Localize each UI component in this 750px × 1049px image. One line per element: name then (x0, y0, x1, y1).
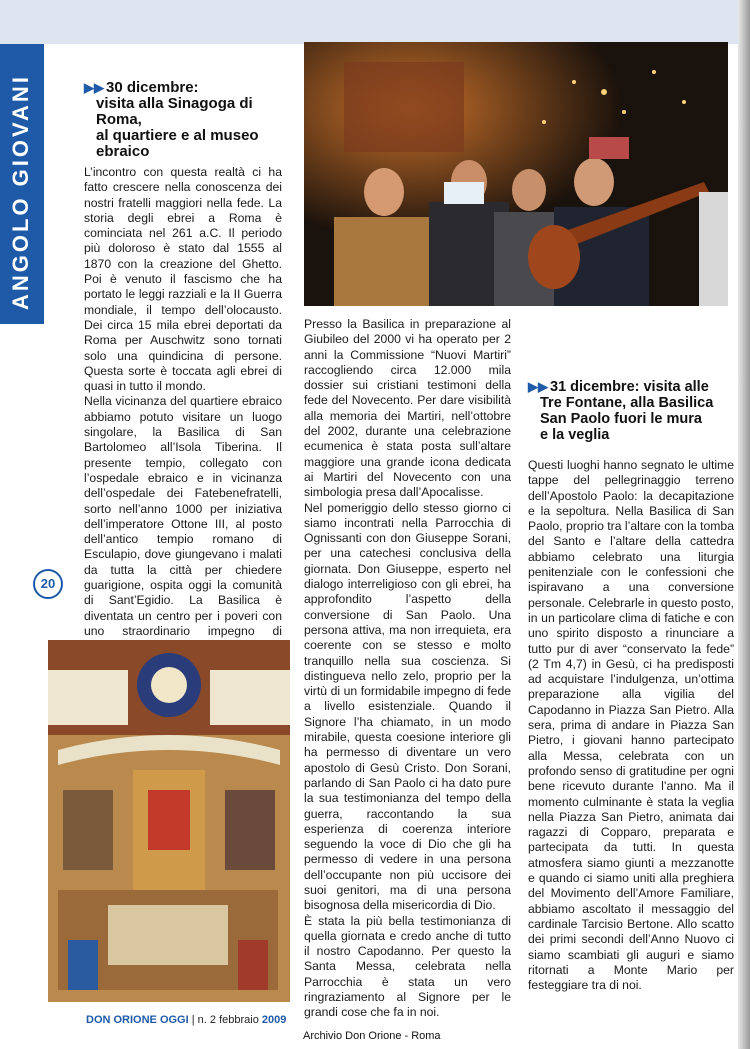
paragraph: Presso la Basilica in preparazione al Giubileo del 2000 vi ha operato per 2 anni la Commissione “Nuovi Martiri” raccogliendo circa 12.000 mila dossier sui cristiani testimoni della fede del Novecento. Per dare visibilità alla memoria dei Martiri, nell’ottobre del 2002, durante una celebrazione ecumenica è stata posta sull’altare maggiore una grande icona dedicata ai Martiri del Novecento con una simbologia presa dall’Apocalisse. (304, 317, 511, 500)
magazine-name: DON ORIONE OGGI (86, 1014, 189, 1026)
paragraph: Nella vicinanza del quartiere ebraico abbiamo potuto visitare un luogo singolare, la Basilica di San Bartolomeo all’Isola Tiberina. Il presente tempio, collegato con l’ospedale ebraico e in vicinanza dell’ospedale dei Fatebenefratelli, sorto nell’anno 1000 per iniziativa dell’imperatore Ottone III, al posto dell’antico tempio romano di Esculapio, dove giungevano i malati da tutta la città per chiedere guarigione, ospita oggi la comunità di Sant’Egidio. La Basilica è diventata un centro per i poveri con uno straordinario impegno di (84, 394, 282, 638)
paragraph: Nel pomeriggio dello stesso giorno ci siamo incontrati nella Parrocchia di Ognissanti con don Giuseppe Sorani, per una catechesi conclusiva della giornata. Don Giuseppe, esperto nel dialogo interreligioso con gli ebrei, ha approfondito l’aspetto della conversione di San Paolo. Una persona attiva, ma non irrequieta, era coerente con se stesso e molto tranquillo nella sua coscienza. Si distingueva nello zelo, proprio per la virtù di un formidabile impegno di fede a livello esistenziale. Quando il Signore l’ha chiamato, in un modo mirabile, questa coesione interiore gli ha permesso di diventare un vero apostolo di Gesù Cristo. Don Sorani, parlando di San Paolo ci ha dato pure la sua testimonianza del tempo della guerra, raccontando la sua esperienza di coerenza interiore seguendo la voce di Dio che gli ha permesso di vedere in una persona dell’occupante non più uccisore dei suoi genitori, ma di una persona bisognosa della misericordia di Dio. (304, 500, 511, 913)
arrow-icon: ▶▶ (528, 379, 548, 394)
archive-credit: Archivio Don Orione - Roma (303, 1030, 441, 1042)
issue-year: 2009 (261, 1014, 287, 1026)
paragraph: L’incontro con questa realtà ci ha fatto crescere nella conoscenza dei nostri fratelli maggiori nella fede. La storia degli ebrei a Roma è cominciata nel 261 a.C. Il periodo più doloroso è stato dal 1555 al 1870 con la creazione del Ghetto. Poi è venuto il fascismo che ha portato le leggi razziali e la II Guerra mondiale, il tempo dell’olocausto. Dei circa 15 mila ebrei deportati da Roma per Auschwitz sono tornati solo una quindicina di persone. Questa sorte è toccata agli ebrei di quasi in tutto il mondo. (84, 165, 282, 394)
column-3 (528, 458, 734, 993)
top-strip (0, 0, 750, 44)
photo-illustration (304, 42, 728, 306)
painting-illustration (48, 640, 290, 1002)
column-2 (304, 317, 511, 1021)
heading-line: San Paolo fuori le mura (540, 411, 702, 427)
article1-heading (84, 80, 294, 160)
heading-line: e la veglia (540, 427, 610, 443)
footer-brand: DON ORIONE OGGI | n. 2 febbraio 2009 (86, 1014, 287, 1026)
section-label: ANGOLO GIOVANI (8, 74, 33, 310)
issue-label: n. 2 febbraio (197, 1014, 262, 1026)
carol-singers-photo (304, 42, 728, 306)
heading-line: ebraico (96, 143, 150, 160)
heading-line: al quartiere e al museo (96, 127, 259, 144)
icon-painting (48, 640, 290, 1002)
heading-line: visita alla Sinagoga di Roma, (96, 95, 253, 128)
heading-line: 31 dicembre: visita alle (550, 379, 709, 395)
paragraph: Questi luoghi hanno segnato le ultime tappe del pellegrinaggio terreno dell’Apostolo Paolo: la decapitazione e la sepoltura. Nella Basilica di San Paolo, proprio tra l’altare con la tomba del Santo e l’altare della cattedra abbiamo celebrato una liturgia penitenziale con le confessioni che ispiravano a una conversione personale. Celebrarle in questo posto, in un particolare clima di fatiche e con uno spirito disposto a rinunciare a tutto pur di aver “conservato la fede” (2 Tm 4,7) in Gesù, ci ha predisposti ad acquistare l’indulgenza, un’ottima preparazione alla vigilia del Capodanno in Piazza San Pietro. Alla sera, prima di andare in Piazza San Pietro, i giovani hanno partecipato alla Messa, celebrata con un profondo senso di gratitudine per ogni bene ricevuto durante l’anno. Ma il momento culminante è stata la veglia nella Piazza San Pietro, animata dai ragazzi di Copparo, preparata e partecipata da tutti. In questa atmosfera siamo giunti a mezzanotte e quando ci siamo uniti alla preghiera del Movimento dell’Amore Familiare, abbiamo ascoltato il messaggio del cardinale Tarcisio Bertone. Allo scatto dei primi secondi dell’Anno Nuovo ci siamo scambiati gli auguri e siamo ritornati a Monte Mario per festeggiare tra di noi. (528, 458, 734, 993)
article2-heading (528, 379, 738, 443)
paragraph: È stata la più bella testimonianza di quella giornata e credo anche di tutto il nostro Capodanno. Per questo la Santa Messa, celebrata nella Parrocchia è stata un vero ringraziamento al Signore per le grandi cose che fa in noi. (304, 913, 511, 1020)
heading-line: 30 dicembre: (106, 79, 199, 96)
column-1 (84, 165, 282, 655)
arrow-icon: ▶▶ (84, 80, 104, 95)
heading-line: Tre Fontane, alla Basilica (540, 395, 714, 411)
page-edge-shadow (738, 0, 750, 1049)
page-number: 20 (33, 569, 63, 599)
